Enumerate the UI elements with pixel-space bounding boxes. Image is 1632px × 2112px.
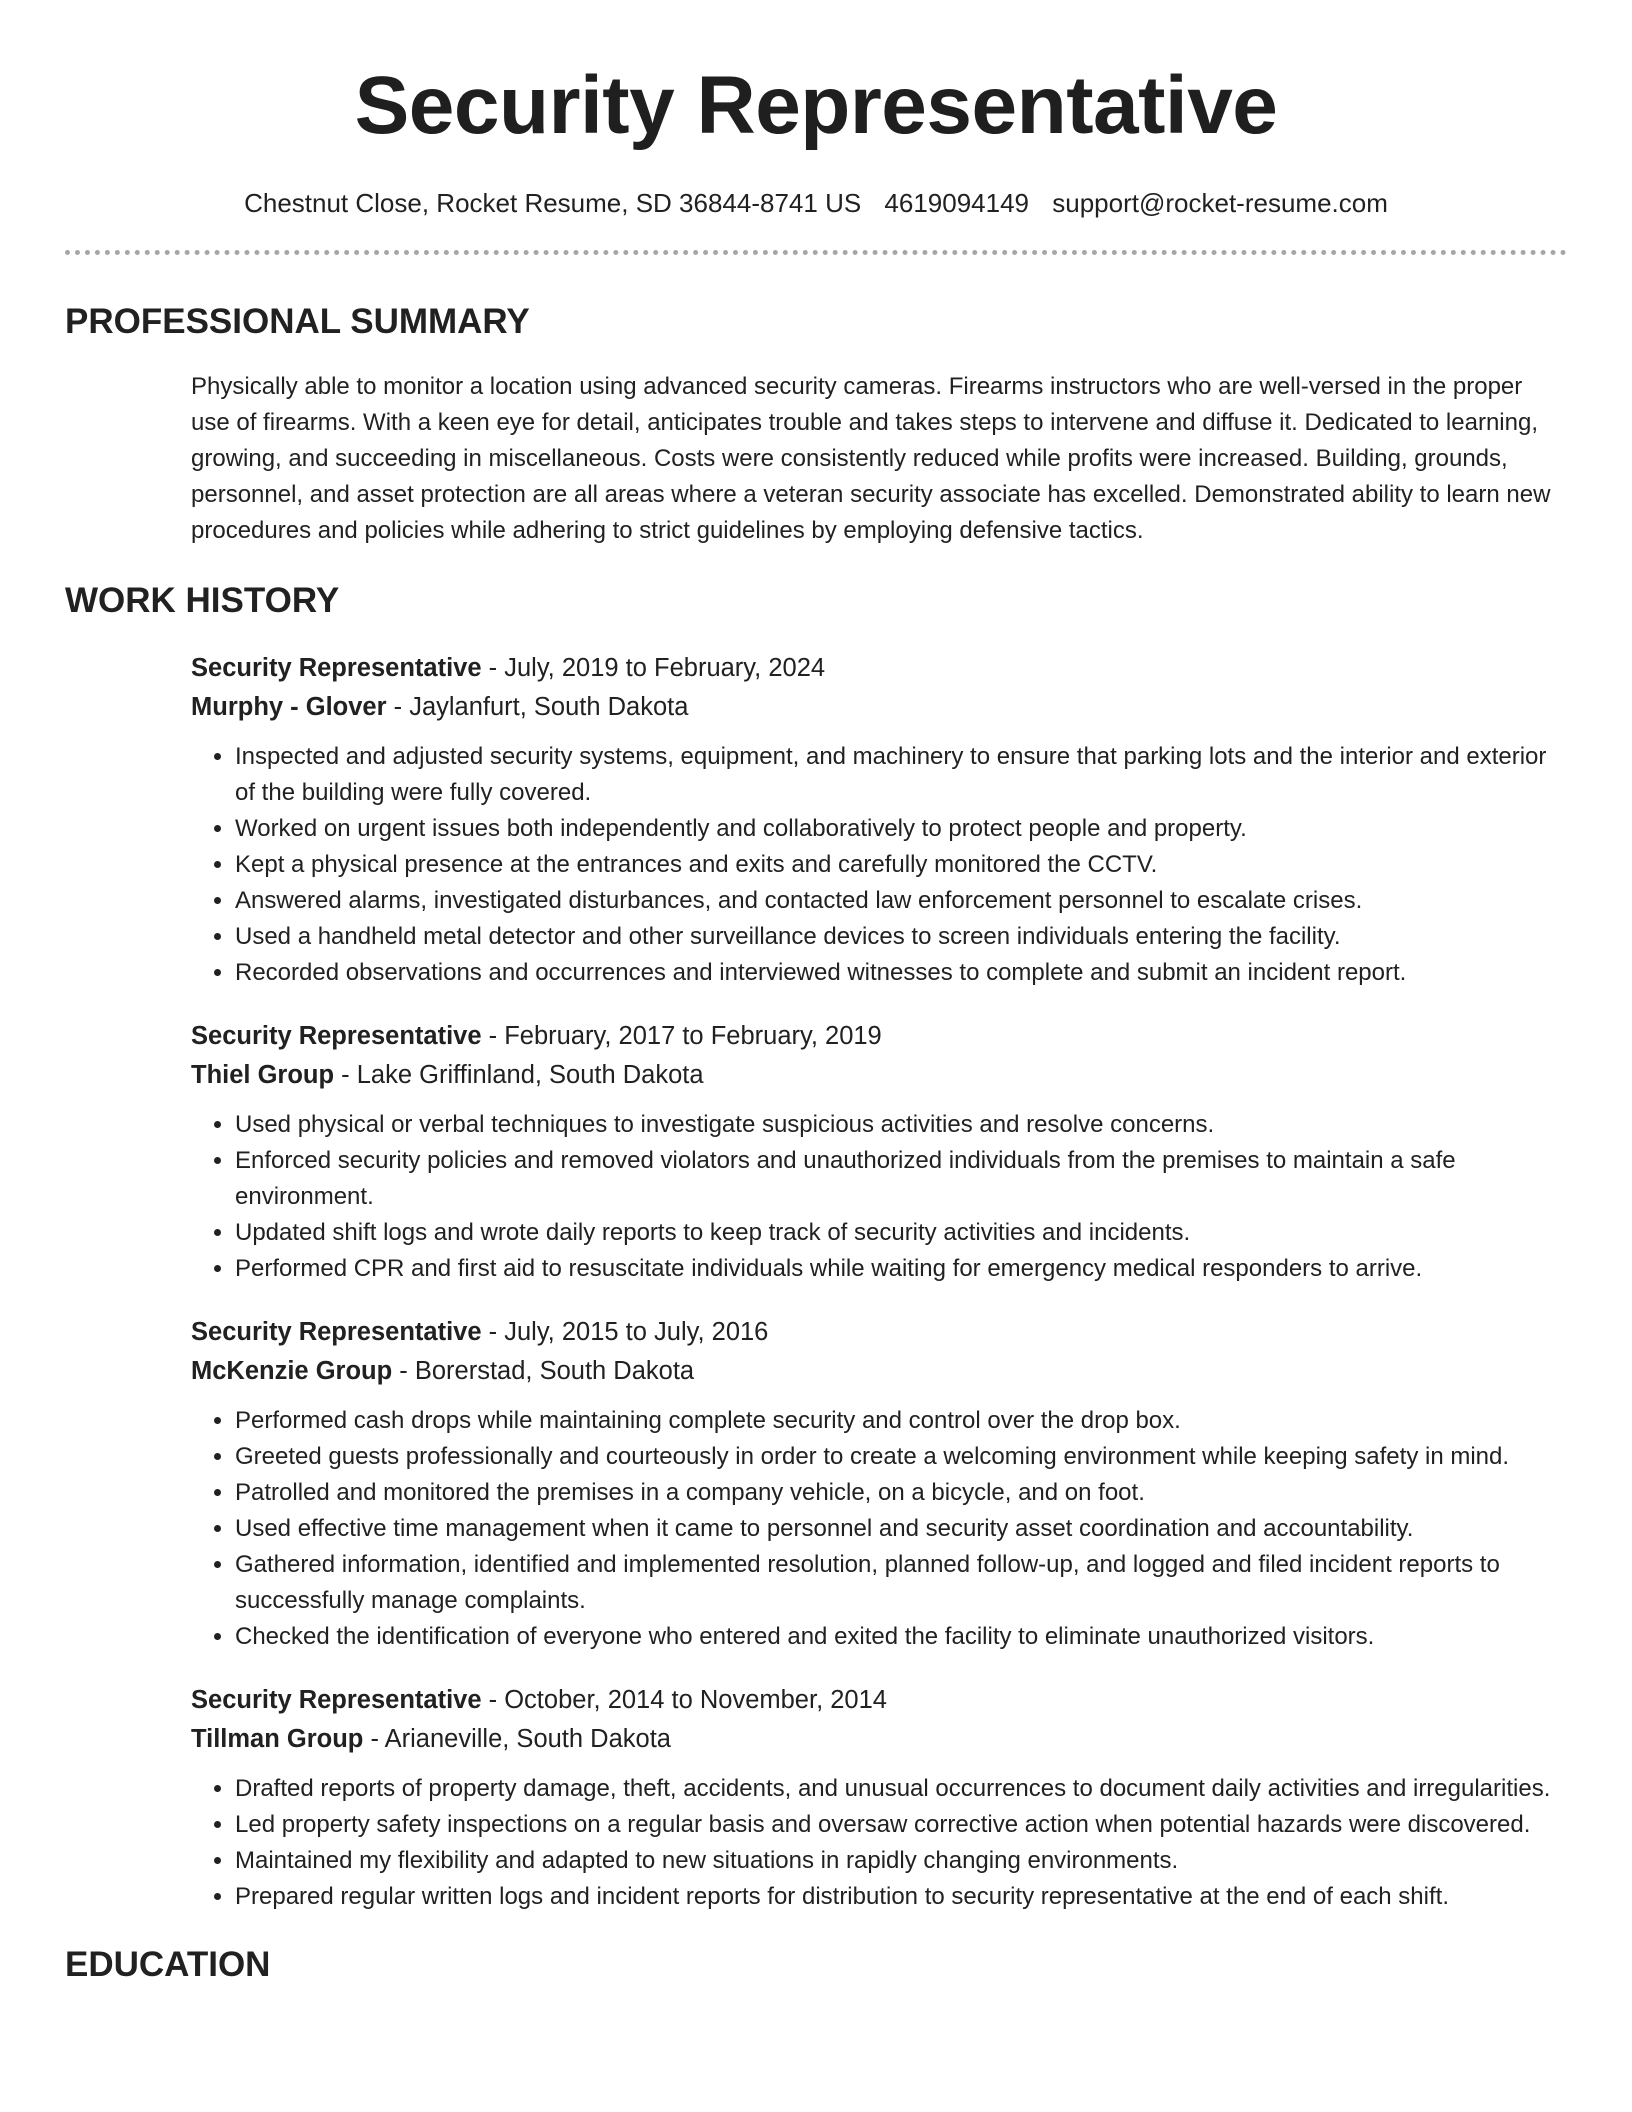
job-location: - Borerstad, South Dakota (392, 1357, 695, 1385)
contact-line (65, 186, 1567, 220)
job-company-line (191, 1720, 1567, 1759)
job-company: Murphy - Glover (191, 693, 387, 721)
job-dates: - July, 2015 to July, 2016 (481, 1318, 769, 1346)
resume-header (65, 0, 1567, 220)
job-bullet: • Updated shift logs and wrote daily reports to keep track of security activities and incidents. (235, 1215, 1567, 1251)
education-section (65, 1943, 1567, 1987)
job-bullet: • Performed cash drops while maintaining complete security and control over the drop box. (235, 1403, 1567, 1439)
job-company: Thiel Group (191, 1061, 335, 1089)
contact-phone: 4619094149 (884, 188, 1030, 218)
job-title-line (191, 1017, 1567, 1056)
job-entry (191, 649, 1567, 991)
work-history-section (65, 579, 1567, 1915)
job-bullets (191, 1403, 1567, 1655)
job-bullet: • Used a handheld metal detector and other surveillance devices to screen individuals entering the facility. (235, 919, 1567, 955)
job-bullet: • Inspected and adjusted security systems, equipment, and machinery to ensure that parking lots and the interior and exterior of the building were fully covered. (235, 739, 1567, 811)
job-company: Tillman Group (191, 1725, 364, 1753)
job-entry (191, 1313, 1567, 1655)
job-title-line (191, 1681, 1567, 1720)
job-bullet: • Worked on urgent issues both independently and collaboratively to protect people and property. (235, 811, 1567, 847)
job-bullets (191, 1107, 1567, 1287)
job-bullet: • Answered alarms, investigated disturbances, and contacted law enforcement personnel to escalate crises. (235, 883, 1567, 919)
job-location: - Arianeville, South Dakota (363, 1725, 671, 1753)
summary-heading: PROFESSIONAL SUMMARY (65, 302, 530, 341)
job-title: Security Representative (191, 1686, 482, 1714)
contact-email: support@rocket-resume.com (1052, 188, 1388, 218)
job-dates: - February, 2017 to February, 2019 (481, 1022, 882, 1050)
candidate-name: Security Representative (354, 60, 1278, 151)
job-bullet: • Used effective time management when it came to personnel and security asset coordination and accountability. (235, 1511, 1567, 1547)
job-bullet: • Prepared regular written logs and incident reports for distribution to security representative at the end of each shift. (235, 1879, 1567, 1915)
job-title: Security Representative (191, 1022, 482, 1050)
job-bullet: • Kept a physical presence at the entrances and exits and carefully monitored the CCTV. (235, 847, 1567, 883)
job-bullet: • Patrolled and monitored the premises in a company vehicle, on a bicycle, and on foot. (235, 1475, 1567, 1511)
job-entry (191, 1017, 1567, 1287)
job-dates: - July, 2019 to February, 2024 (481, 654, 826, 682)
job-title: Security Representative (191, 1318, 482, 1346)
work-history-heading: WORK HISTORY (65, 581, 340, 620)
job-title: Security Representative (191, 654, 482, 682)
header-divider (65, 250, 1567, 255)
job-bullet: • Recorded observations and occurrences and interviewed witnesses to complete and submit an incident report. (235, 955, 1567, 991)
summary-section (65, 300, 1567, 549)
job-bullet: • Greeted guests professionally and courteously in order to create a welcoming environment while keeping safety in mind. (235, 1439, 1567, 1475)
job-bullet: • Performed CPR and first aid to resuscitate individuals while waiting for emergency medical responders to arrive. (235, 1251, 1567, 1287)
job-title-line (191, 1313, 1567, 1352)
job-location: - Lake Griffinland, South Dakota (334, 1061, 704, 1089)
job-bullets (191, 1771, 1567, 1915)
job-company-line (191, 1352, 1567, 1391)
job-company-line (191, 1056, 1567, 1095)
job-bullet: • Enforced security policies and removed violators and unauthorized individuals from the premises to maintain a safe environment. (235, 1143, 1567, 1215)
job-location: - Jaylanfurt, South Dakota (386, 693, 689, 721)
job-company-line (191, 688, 1567, 727)
job-dates: - October, 2014 to November, 2014 (481, 1686, 887, 1714)
job-bullet: • Checked the identification of everyone who entered and exited the facility to eliminate unauthorized visitors. (235, 1619, 1567, 1655)
contact-address: Chestnut Close, Rocket Resume, SD 36844-8741 US (244, 188, 862, 218)
summary-text: Physically able to monitor a location using advanced security cameras. Firearms instructors who are well-versed in the proper use of firearms. With a keen eye for detail, anticipates trouble and takes steps to intervene and diffuse it. Dedicated to learning, growing, and succeeding in miscellaneous. Costs were consistently reduced while profits were increased. Building, grounds, personnel, and asset protection are all areas where a veteran security associate has excelled. Demonstrated ability to learn new procedures and policies while adhering to strict guidelines by employing defensive tactics. (191, 373, 1551, 544)
job-bullet: • Drafted reports of property damage, theft, accidents, and unusual occurrences to document daily activities and irregularities. (235, 1771, 1567, 1807)
education-heading: EDUCATION (65, 1945, 271, 1984)
job-bullet: • Led property safety inspections on a regular basis and oversaw corrective action when potential hazards were discovered. (235, 1807, 1567, 1843)
job-bullet: • Gathered information, identified and implemented resolution, planned follow-up, and logged and filed incident reports to successfully manage complaints. (235, 1547, 1567, 1619)
job-bullets (191, 739, 1567, 991)
job-bullet: • Used physical or verbal techniques to investigate suspicious activities and resolve concerns. (235, 1107, 1567, 1143)
job-bullet: • Maintained my flexibility and adapted to new situations in rapidly changing environments. (235, 1843, 1567, 1879)
job-entry (191, 1681, 1567, 1915)
job-company: McKenzie Group (191, 1357, 393, 1385)
job-title-line (191, 649, 1567, 688)
